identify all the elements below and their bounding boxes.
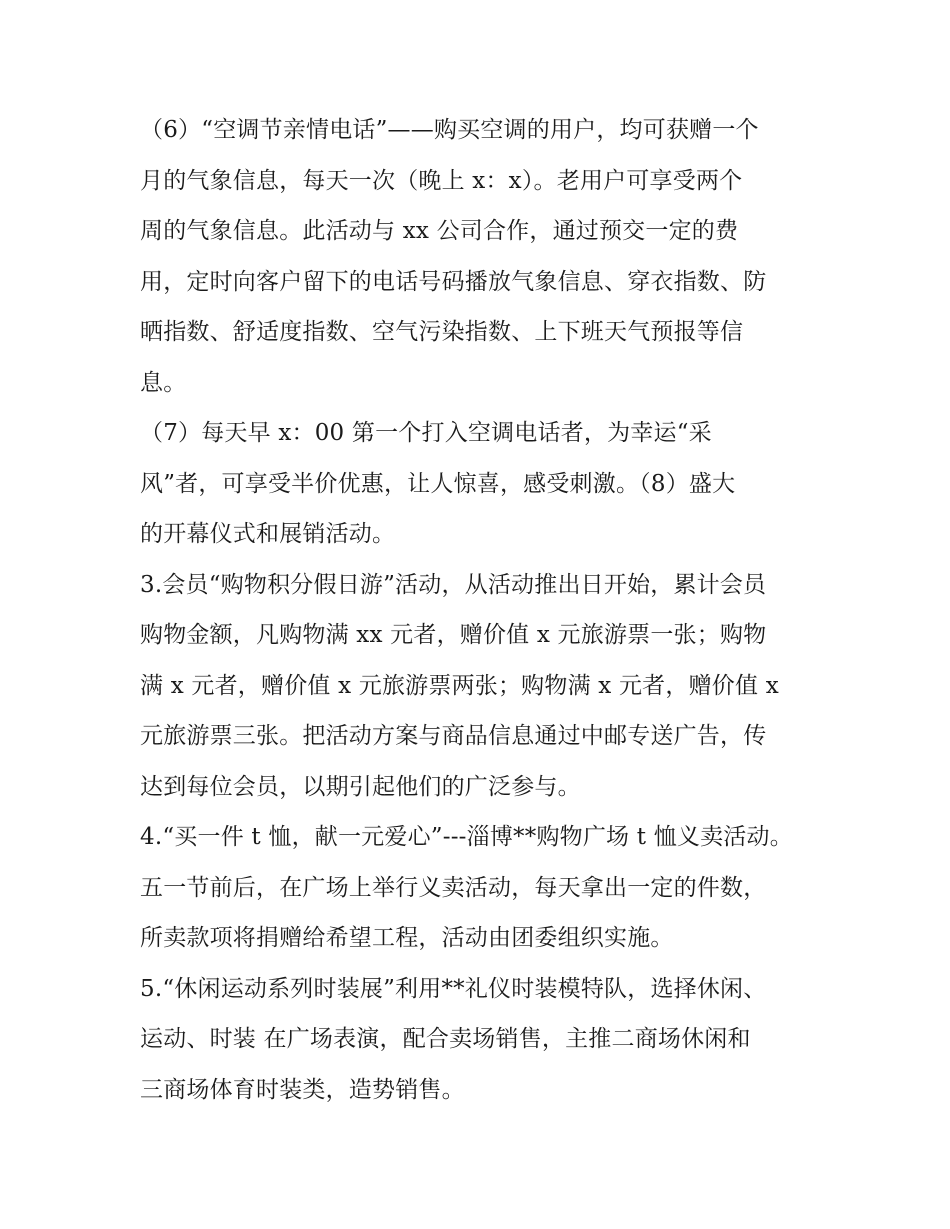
text-line: 元旅游票三张。把活动方案与商品信息通过中邮专送广告，传 — [140, 723, 767, 749]
text-line: 用，定时向客户留下的电话号码播放气象信息、穿衣指数、防 — [140, 269, 767, 295]
text-line: 5.“休闲运动系列时装展”利用**礼仪时装模特队，选择休闲、 — [140, 976, 767, 1002]
text-line: 3.会员“购物积分假日游”活动，从活动推出日开始，累计会员 — [140, 572, 767, 598]
text-line: 运动、时装 在广场表演，配合卖场销售，主推二商场休闲和 — [140, 1026, 751, 1052]
text-line: （6）“空调节亲情电话”——购买空调的用户，均可获赠一个 — [140, 117, 759, 143]
text-line: 达到每位会员，以期引起他们的广泛参与。 — [140, 774, 581, 800]
text-line: 月的气象信息，每天一次（晚上 x：x）。老用户可享受两个 — [140, 168, 743, 194]
text-line: 所卖款项将捐赠给希望工程，活动由团委组织实施。 — [140, 925, 674, 951]
text-line: （7）每天早 x：00 第一个打入空调电话者，为幸运“采 — [140, 420, 712, 446]
text-line: 购物金额，凡购物满 xx 元者，赠价值 x 元旅游票一张；购物 — [140, 622, 767, 648]
text-line: 的开幕仪式和展销活动。 — [140, 521, 396, 547]
text-line: 周的气象信息。此活动与 xx 公司合作，通过预交一定的费 — [140, 218, 739, 244]
text-line: 息。 — [140, 370, 187, 396]
text-line: 满 x 元者，赠价值 x 元旅游票两张；购物满 x 元者，赠价值 x — [140, 673, 779, 699]
text-line: 晒指数、舒适度指数、空气污染指数、上下班天气预报等信 — [140, 319, 744, 345]
text-line: 4.“买一件 t 恤，献一元爱心”---淄博**购物广场 t 恤义卖活动。 — [140, 824, 793, 850]
text-line: 风”者，可享受半价优惠，让人惊喜，感受刺激。（8）盛大 — [140, 471, 736, 497]
text-line: 三商场体育时装类，造势销售。 — [140, 1077, 465, 1103]
text-line: 五一节前后，在广场上举行义卖活动，每天拿出一定的件数， — [140, 875, 767, 901]
